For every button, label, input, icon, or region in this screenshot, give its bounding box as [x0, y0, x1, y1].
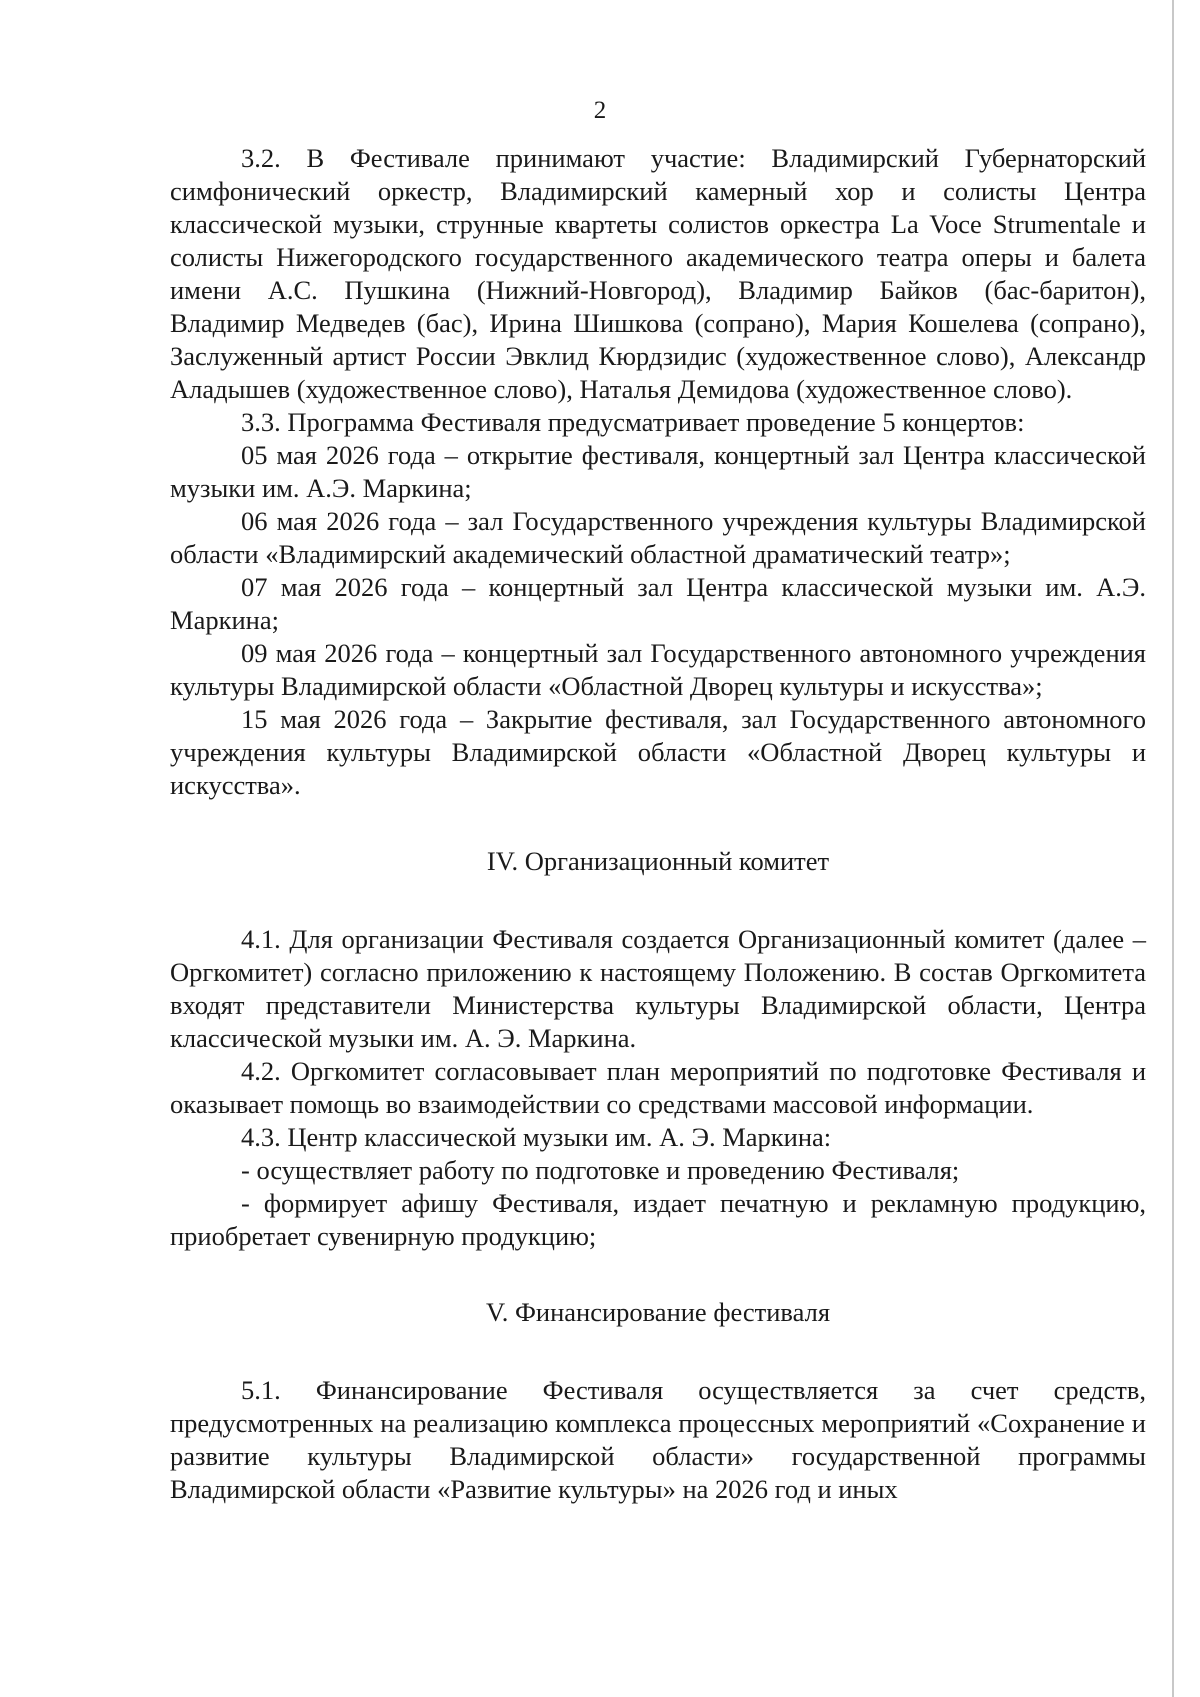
list-item: - формирует афишу Фестиваля, издает печатную и рекламную продукцию, приобретает сувенирную продукцию;: [170, 1188, 1146, 1251]
paragraph-3-2: 3.2. В Фестивале принимают участие: Владимирский Губернаторский симфонический оркестр, Владимирский камерный хор и солисты Центра классической музыки, струнные квартеты солистов оркестра La Voce Strumentale и солисты Нижегородского государственного академического театра оперы и балета имени А.С. Пушкина (Нижний-Новгород), Владимир Байков (бас-баритон), Владимир Медведев (бас), Ирина Шишкова (сопрано), Мария Кошелева (сопрано), Заслуженный артист России Эвклид Кюрдзидис (художественное слово), Александр Аладышев (художественное слово), Наталья Демидова (художественное слово).: [170, 143, 1146, 404]
paragraph-4-1: 4.1. Для организации Фестиваля создается Организационный комитет (далее – Оргкомитет) согласно приложению к настоящему Положению. В состав Оргкомитета входят представители Министерства культуры Владимирской области, Центра классической музыки им. А. Э. Маркина.: [170, 924, 1146, 1053]
list-item: - осуществляет работу по подготовке и проведению Фестиваля;: [241, 1155, 960, 1185]
spacer: [170, 802, 1146, 845]
page-edge-line: [1172, 0, 1174, 1697]
spacer: [170, 1329, 1146, 1374]
paragraph-4-3: 4.3. Центр классической музыки им. А. Э. Маркина:: [241, 1122, 832, 1152]
concert-item: 09 мая 2026 года – концертный зал Государственного автономного учреждения культуры Владимирской области «Областной Дворец культуры и искусства»;: [170, 638, 1146, 701]
spacer: [170, 1253, 1146, 1296]
concert-item: 06 мая 2026 года – зал Государственного учреждения культуры Владимирской области «Владимирский академический областной драматический театр»;: [170, 506, 1146, 569]
concert-item: 07 мая 2026 года – концертный зал Центра классической музыки им. А.Э. Маркина;: [170, 572, 1146, 635]
section-heading-4: IV. Организационный комитет: [486, 846, 830, 876]
spacer: [170, 878, 1146, 923]
concert-item: 15 мая 2026 года – Закрытие фестиваля, зал Государственного автономного учреждения культуры Владимирской области «Областной Дворец культуры и искусства».: [170, 704, 1146, 800]
section-heading-5: V. Финансирование фестиваля: [485, 1297, 831, 1327]
paragraph-3-3: 3.3. Программа Фестиваля предусматривает проведение 5 концертов:: [241, 407, 1025, 437]
paragraph-5-1: 5.1. Финансирование Фестиваля осуществляется за счет средств, предусмотренных на реализацию комплекса процессных мероприятий «Сохранение и развитие культуры Владимирской области» государственной программы Владимирской области «Развитие культуры» на 2026 год и иных: [170, 1375, 1146, 1504]
page-number: 2: [593, 97, 607, 124]
paragraph-4-2: 4.2. Оргкомитет согласовывает план мероприятий по подготовке Фестиваля и оказывает помощь во взаимодействии со средствами массовой информации.: [170, 1056, 1146, 1119]
document-body: [170, 142, 1146, 1506]
concert-item: 05 мая 2026 года – открытие фестиваля, концертный зал Центра классической музыки им. А.Э. Маркина;: [170, 440, 1146, 503]
